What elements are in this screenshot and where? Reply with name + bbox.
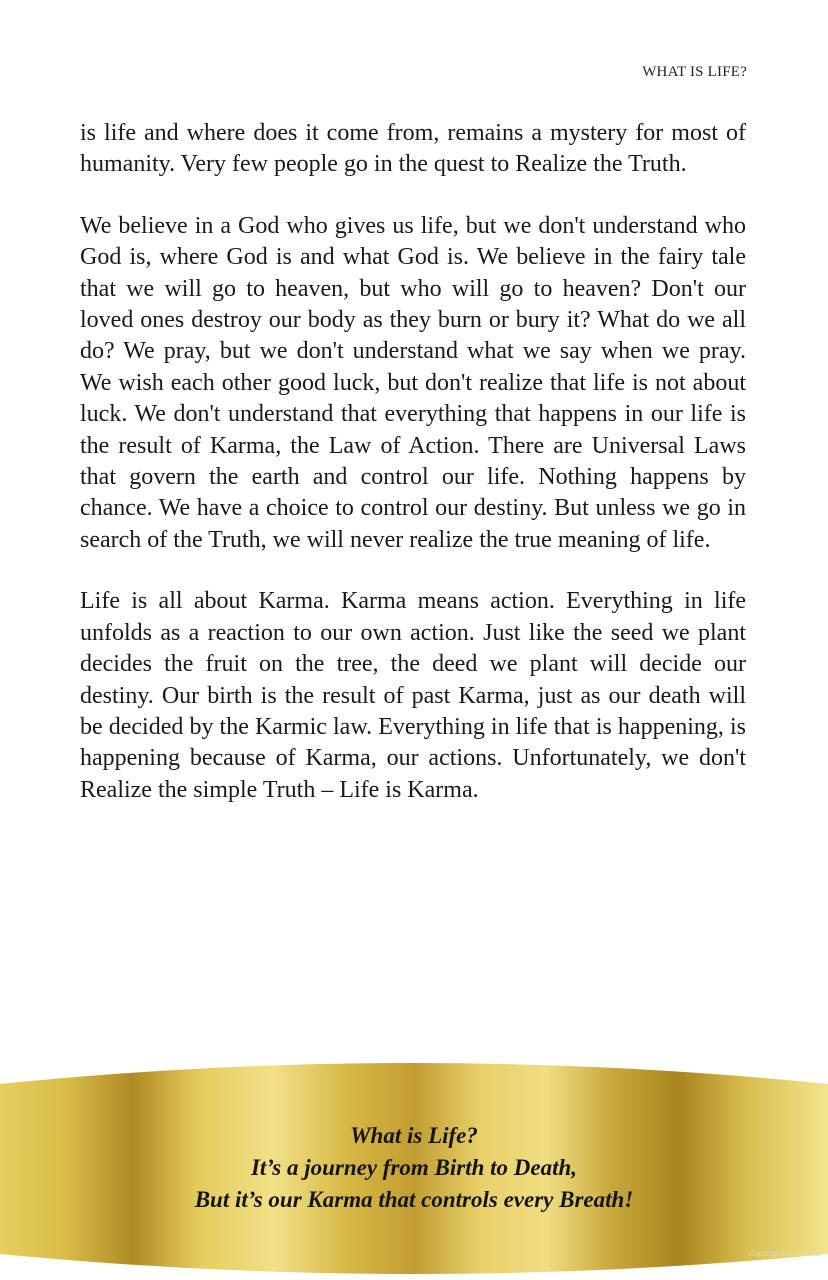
gold-quote-banner [0, 1058, 828, 1280]
body-text [80, 118, 746, 836]
banner-line-1: What is Life? [350, 1123, 478, 1148]
banner-quote [0, 1120, 828, 1216]
paragraph-3: Life is all about Karma. Karma means action. Everything in life unfolds as a reaction to our own action. Just like the seed we plant decides the fruit on the tree, the deed we plant will decide our destiny. Our birth is the result of past Karma, just as our death will be decided by the Karmic law. Everything in life that is happening, is happening because of Karma, our actions. Unfortunately, we don't Realize the simple Truth – Life is Karma. [80, 588, 746, 803]
running-header: WHAT IS LIFE? [642, 64, 747, 80]
paragraph-1: is life and where does it come from, remains a mystery for most of humanity. Very few people go in the quest to Realize the Truth. [80, 120, 746, 178]
banner-line-2: It’s a journey from Birth to Death, [250, 1155, 578, 1180]
copyright-watermark: Copyrighted material [748, 1249, 822, 1258]
paragraph-2: We believe in a God who gives us life, but we don't understand who God is, where God is and what God is. We believe in the fairy tale that we will go to heaven, but who will go to heaven? Don't our loved ones destroy our body as they burn or bury it? What do we all do? We pray, but we don't understand what we say when we pray. We wish each other good luck, but don't realize that life is not about luck. We don't understand that everything that happens in our life is the result of Karma, the Law of Action. There are Universal Laws that govern the earth and control our life. Nothing happens by chance. We have a choice to control our destiny. But unless we go in search of the Truth, we will never realize the true meaning of life. [80, 212, 746, 553]
banner-line-3: But it’s our Karma that controls every Breath! [194, 1187, 634, 1212]
